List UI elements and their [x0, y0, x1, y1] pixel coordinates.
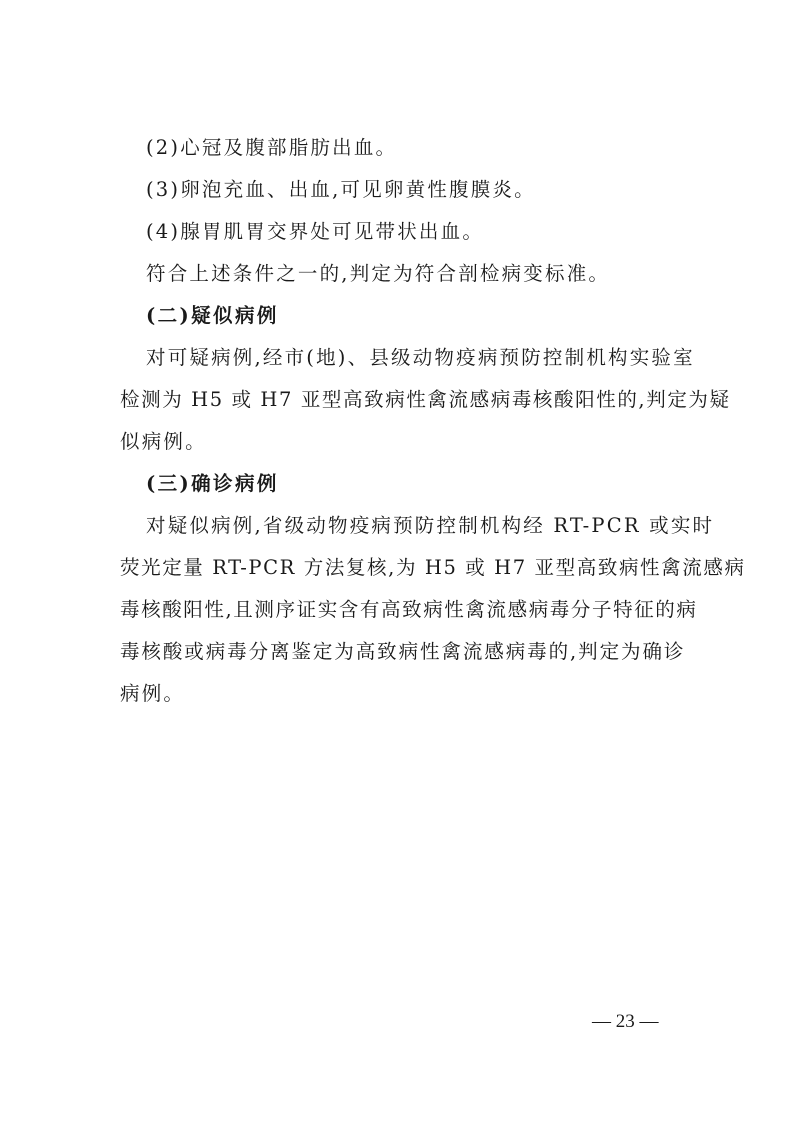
- confirmed-case-line-3: 毒核酸阳性,且测序证实含有高致病性禽流感病毒分子特征的病: [120, 598, 698, 621]
- suspected-case-line-3: 似病例。: [120, 430, 207, 453]
- confirmed-case-line-5: 病例。: [120, 682, 186, 705]
- confirmed-case-line-1: 对疑似病例,省级动物疫病预防控制机构经 RT-PCR 或实时: [146, 514, 715, 537]
- confirmed-case-line-2: 荧光定量 RT-PCR 方法复核,为 H5 或 H7 亚型高致病性禽流感病: [120, 556, 746, 579]
- paragraph-criteria-summary: 符合上述条件之一的,判定为符合剖检病变标准。: [146, 262, 611, 285]
- confirmed-case-line-4: 毒核酸或病毒分离鉴定为高致病性禽流感病毒的,判定为确诊: [120, 640, 685, 663]
- paragraph-lesion-3: (3)卵泡充血、出血,可见卵黄性腹膜炎。: [146, 178, 536, 201]
- section-heading-confirmed-case: (三)确诊病例: [146, 472, 279, 495]
- suspected-case-line-1: 对可疑病例,经市(地)、县级动物疫病预防控制机构实验室: [146, 346, 695, 369]
- page-number: — 23 —: [592, 1011, 659, 1032]
- section-heading-suspected-case: (二)疑似病例: [146, 304, 279, 327]
- suspected-case-line-2: 检测为 H5 或 H7 亚型高致病性禽流感病毒核酸阳性的,判定为疑: [120, 388, 731, 411]
- paragraph-lesion-2: (2)心冠及腹部脂肪出血。: [146, 136, 398, 159]
- paragraph-lesion-4: (4)腺胃肌胃交界处可见带状出血。: [146, 220, 485, 243]
